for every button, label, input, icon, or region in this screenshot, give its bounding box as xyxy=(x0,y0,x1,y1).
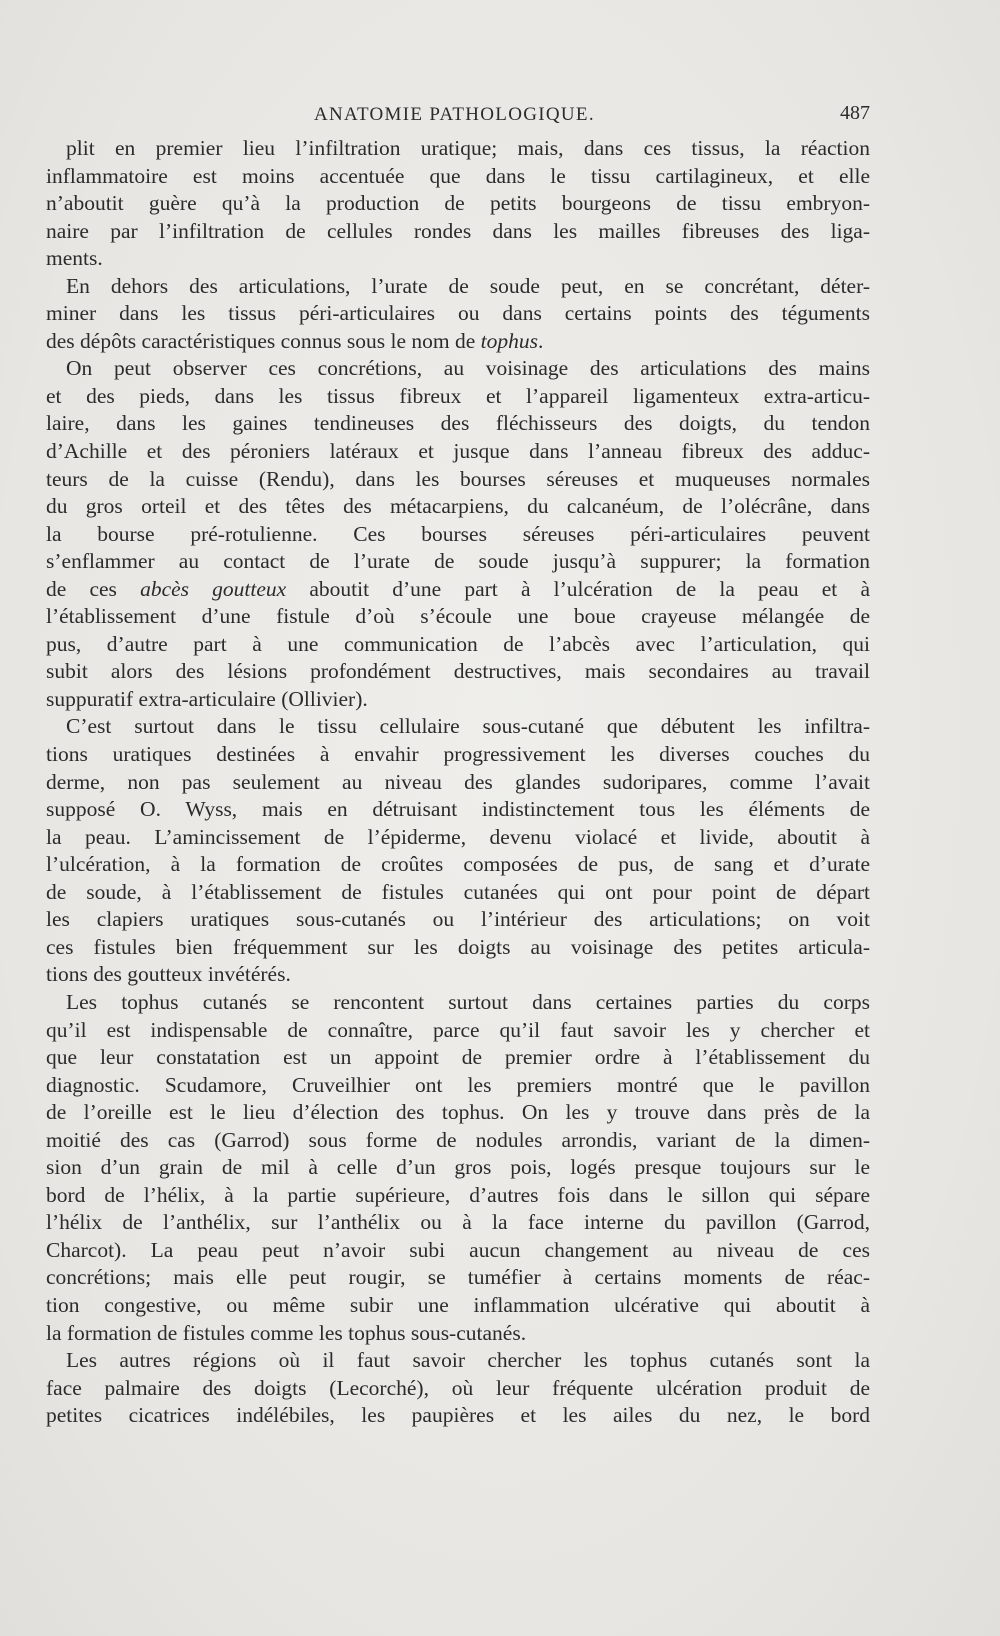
text-line: plit en premier lieu l’infiltration uratique; mais, dans ces tissus, la réaction xyxy=(66,136,870,160)
text-line: face palmaire des doigts (Lecorché), où leur fréquente ulcération produit de xyxy=(46,1375,870,1400)
text-run: des dépôts caractéristiques connus sous le nom de xyxy=(46,328,481,353)
page-number: 487 xyxy=(840,102,870,124)
text-line xyxy=(46,328,870,356)
text-line: d’Achille et des péroniers latéraux et jusque dans l’anneau fibreux des adduc- xyxy=(46,439,870,464)
text-line: diagnostic. Scudamore, Cruveilhier ont les premiers montré que le pavillon xyxy=(46,1072,870,1097)
page-header xyxy=(46,100,870,128)
paragraph xyxy=(46,135,870,273)
text-line: pus, d’autre part à une communication de l’abcès avec l’articulation, qui xyxy=(46,631,870,656)
text-run: . xyxy=(538,328,544,353)
text-run: de ces xyxy=(46,576,141,601)
text-line: Les autres régions où il faut savoir chercher les tophus cutanés sont la xyxy=(66,1348,870,1373)
text-line: la formation de fistules comme les tophus sous-cutanés. xyxy=(46,1320,527,1345)
text-line: inflammatoire est moins accentuée que dans le tissu cartilagineux, et elle xyxy=(46,163,870,188)
text-line: l’hélix de l’anthélix, sur l’anthélix ou à la face interne du pavillon (Garrod, xyxy=(46,1210,870,1235)
text-line: miner dans les tissus péri-articulaires ou dans certains points des téguments xyxy=(46,301,870,326)
text-line: de soude, à l’établissement de fistules cutanées qui ont pour point de départ xyxy=(46,879,870,904)
text-line: qu’il est indispensable de connaître, parce qu’il faut savoir les y chercher et xyxy=(46,1017,870,1042)
text-line: s’enflammer au contact de l’urate de soude jusqu’à suppurer; la formation xyxy=(46,549,870,574)
text-line: les clapiers uratiques sous-cutanés ou l’intérieur des articulations; on voit xyxy=(46,907,870,932)
text-line: l’établissement d’une fistule d’où s’écoule une boue crayeuse mélangée de xyxy=(46,604,870,629)
italic-term: abcès goutteux xyxy=(140,576,287,601)
text-line: subit alors des lésions profondément destructives, mais secondaires au travail xyxy=(46,659,870,684)
text-line: ces fistules bien fréquemment sur les doigts au voisinage des petites articula- xyxy=(46,934,870,959)
text-run: aboutit d’une part à l’ulcération de la peau et à xyxy=(286,576,870,601)
text-line: suppuratif extra-articulaire (Ollivier). xyxy=(46,686,368,711)
running-head: ANATOMIE PATHOLOGIQUE. xyxy=(314,104,595,125)
text-line: la peau. L’amincissement de l’épiderme, devenu violacé et livide, aboutit à xyxy=(46,824,870,849)
text-line: de l’oreille est le lieu d’élection des tophus. On les y trouve dans près de la xyxy=(46,1100,870,1125)
text-line: Charcot). La peau peut n’avoir subi aucun changement au niveau de ces xyxy=(46,1237,870,1262)
italic-term: tophus xyxy=(480,328,539,353)
text-line: Les tophus cutanés se rencontent surtout dans certaines parties du corps xyxy=(66,989,870,1014)
text-line: tion congestive, ou même subir une inflammation ulcérative qui aboutit à xyxy=(46,1292,870,1317)
text-line: laire, dans les gaines tendineuses des fléchisseurs des doigts, du tendon xyxy=(46,411,870,436)
text-line: moitié des cas (Garrod) sous forme de nodules arrondis, variant de la dimen- xyxy=(46,1127,870,1152)
text-line: la bourse pré-rotulienne. Ces bourses séreuses péri-articulaires peuvent xyxy=(46,521,870,546)
paragraph xyxy=(46,1347,870,1430)
text-line: que leur constatation est un appoint de premier ordre à l’établissement du xyxy=(46,1045,870,1070)
paragraph xyxy=(46,713,870,988)
text-line: bord de l’hélix, à la partie supérieure, d’autres fois dans le sillon qui sépare xyxy=(46,1182,870,1207)
text-line: C’est surtout dans le tissu cellulaire sous-cutané que débutent les infiltra- xyxy=(66,714,870,739)
text-line: n’aboutit guère qu’à la production de petits bourgeons de tissu embryon- xyxy=(46,191,870,216)
text-line: teurs de la cuisse (Rendu), dans les bourses séreuses et muqueuses normales xyxy=(46,466,870,491)
text-line xyxy=(46,576,870,604)
paragraph xyxy=(46,355,870,713)
paragraph xyxy=(46,989,870,1347)
text-line: derme, non pas seulement au niveau des glandes sudoripares, comme l’avait xyxy=(46,769,870,794)
text-line: petites cicatrices indélébiles, les paupières et les ailes du nez, le bord xyxy=(46,1403,870,1428)
text-line: et des pieds, dans les tissus fibreux et l’appareil ligamenteux extra-articu- xyxy=(46,383,870,408)
text-line: sion d’un grain de mil à celle d’un gros pois, logés presque toujours sur le xyxy=(46,1155,870,1180)
body-text xyxy=(46,135,870,1430)
text-line: tions uratiques destinées à envahir progressivement les diverses couches du xyxy=(46,742,870,767)
text-line: du gros orteil et des têtes des métacarpiens, du calcanéum, de l’olécrâne, dans xyxy=(46,494,870,519)
text-line: naire par l’infiltration de cellules rondes dans les mailles fibreuses des liga- xyxy=(46,218,870,243)
text-line: On peut observer ces concrétions, au voisinage des articulations des mains xyxy=(66,356,870,381)
text-line: supposé O. Wyss, mais en détruisant indistinctement tous les éléments de xyxy=(46,797,870,822)
text-line: l’ulcération, à la formation de croûtes composées de pus, de sang et d’urate xyxy=(46,852,870,877)
text-line: concrétions; mais elle peut rougir, se tuméfier à certains moments de réac- xyxy=(46,1265,870,1290)
text-line: tions des goutteux invétérés. xyxy=(46,962,291,987)
paragraph xyxy=(46,273,870,356)
text-line: En dehors des articulations, l’urate de soude peut, en se concrétant, déter- xyxy=(66,273,870,298)
text-line: ments. xyxy=(46,246,103,271)
